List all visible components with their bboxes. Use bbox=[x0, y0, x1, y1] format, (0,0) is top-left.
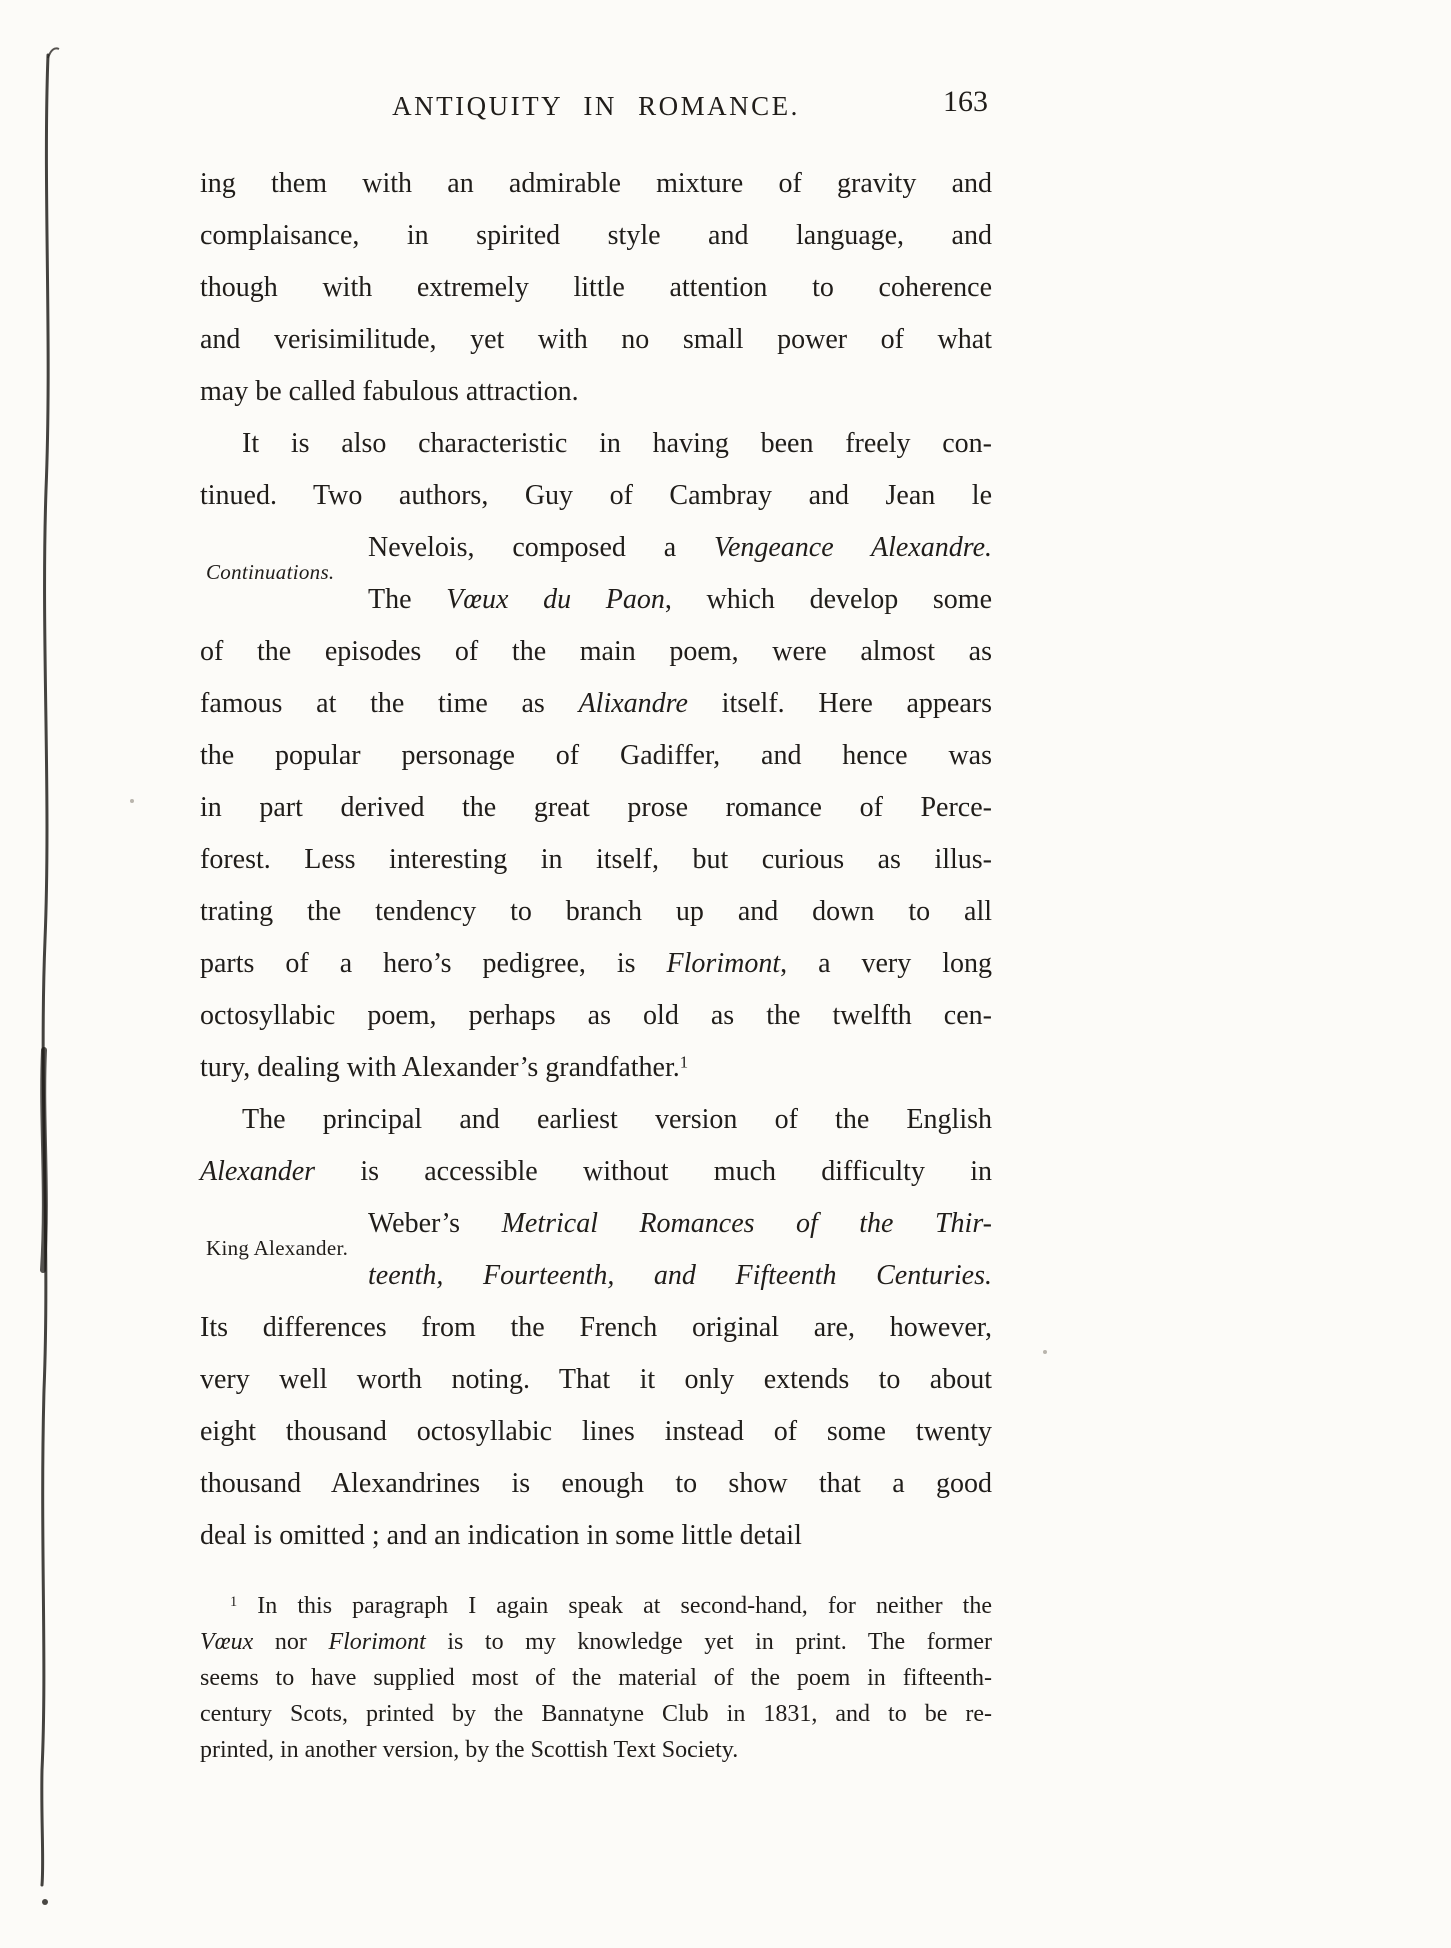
italic-text-segment: Alexander bbox=[200, 1156, 316, 1187]
page-number: 163 bbox=[943, 85, 988, 118]
text-segment: , a very long bbox=[780, 948, 993, 979]
text-segment: tinued. Two authors, Guy of Cambray and Jean le bbox=[200, 480, 992, 511]
text-segment: of the episodes of the main poem, were almost as bbox=[200, 636, 992, 667]
text-segment: very well worth noting. That it only extends to about bbox=[200, 1364, 992, 1395]
text-segment: parts of a hero’s pedigree, is bbox=[200, 948, 667, 979]
text-line bbox=[200, 1302, 992, 1354]
text-segment: famous at the time as bbox=[200, 688, 579, 719]
footnote-reference: 1 bbox=[679, 1052, 689, 1072]
text-line bbox=[200, 1042, 992, 1094]
text-segment: ing them with an admirable mixture of gravity and bbox=[200, 168, 992, 199]
text-line bbox=[200, 1510, 992, 1562]
text-line bbox=[200, 1146, 992, 1198]
text-line bbox=[368, 1250, 992, 1302]
text-segment: trating the tendency to branch up and down to all bbox=[200, 896, 992, 927]
scan-speck bbox=[130, 799, 134, 803]
text-segment: is accessible without much difficulty in bbox=[315, 1156, 992, 1187]
footnote bbox=[200, 1588, 992, 1768]
text-segment: octosyllabic poem, perhaps as old as the twelfth cen- bbox=[200, 1000, 992, 1031]
text-line bbox=[200, 1732, 992, 1768]
sidenote-lines bbox=[368, 1198, 992, 1302]
text-line bbox=[200, 1624, 992, 1660]
text-line bbox=[200, 1406, 992, 1458]
text-segment: complaisance, in spirited style and language, and bbox=[200, 220, 992, 251]
text-line bbox=[200, 938, 992, 990]
text-segment: and verisimilitude, yet with no small power of what bbox=[200, 324, 992, 355]
text-line bbox=[200, 1588, 992, 1624]
text-segment: deal is omitted ; and an indication in some little detail bbox=[200, 1520, 802, 1551]
text-segment: tury, dealing with Alexander’s grandfather. bbox=[200, 1052, 680, 1083]
text-line bbox=[200, 834, 992, 886]
text-segment: forest. Less interesting in itself, but curious as illus- bbox=[200, 844, 992, 875]
text-segment: seems to have supplied most of the material of the poem in fifteenth- bbox=[200, 1665, 992, 1691]
text-line bbox=[200, 470, 992, 522]
text-segment: though with extremely little attention to coherence bbox=[200, 272, 992, 303]
text-segment: , which develop some bbox=[664, 584, 993, 615]
text-segment: In this paragraph I again speak at second-hand, for neither the bbox=[237, 1593, 992, 1619]
text-segment: century Scots, printed by the Bannatyne Club in 1831, and to be re- bbox=[200, 1701, 992, 1727]
text-segment: may be called fabulous attraction. bbox=[200, 376, 579, 407]
text-segment: printed, in another version, by the Scottish Text Society. bbox=[200, 1737, 739, 1763]
text-segment: eight thousand octosyllabic lines instead of some twenty bbox=[200, 1416, 992, 1447]
text-segment: thousand Alexandrines is enough to show that a good bbox=[200, 1468, 992, 1499]
text-line bbox=[200, 262, 992, 314]
footnote-reference: 1 bbox=[230, 1593, 238, 1610]
text-line bbox=[200, 314, 992, 366]
sidenote-continuations: Continuations. bbox=[206, 560, 335, 584]
text-segment: The principal and earliest version of the English bbox=[242, 1104, 992, 1135]
italic-text-segment: Metrical Romances of the Thir- bbox=[501, 1208, 992, 1239]
text-line bbox=[200, 1660, 992, 1696]
text-segment: the popular personage of Gadiffer, and hence was bbox=[200, 740, 992, 771]
text-segment: The bbox=[368, 584, 447, 615]
italic-text-segment: teenth, Fourteenth, and Fifteenth Centuries. bbox=[368, 1260, 992, 1291]
scan-speck bbox=[1043, 1350, 1047, 1354]
text-line bbox=[200, 990, 992, 1042]
italic-text-segment: Florimont bbox=[328, 1629, 426, 1655]
text-line bbox=[200, 1696, 992, 1732]
text-line bbox=[200, 418, 992, 470]
italic-text-segment: Florimont bbox=[666, 948, 781, 979]
italic-text-segment: Vœux du Paon bbox=[446, 584, 665, 615]
text-line bbox=[200, 158, 992, 210]
binding-crease bbox=[28, 40, 78, 1910]
body-text bbox=[200, 158, 992, 1562]
text-segment: in part derived the great prose romance of Perce- bbox=[200, 792, 992, 823]
text-line bbox=[200, 210, 992, 262]
text-segment: nor bbox=[253, 1629, 329, 1655]
text-segment: Weber’s bbox=[368, 1208, 502, 1239]
sidenote-group bbox=[200, 522, 992, 626]
text-line bbox=[200, 782, 992, 834]
italic-text-segment: Alixandre bbox=[578, 688, 688, 719]
page-header bbox=[200, 85, 992, 130]
text-segment: It is also characteristic in having been freely con- bbox=[242, 428, 992, 459]
text-line bbox=[200, 626, 992, 678]
sidenote-group bbox=[200, 1198, 992, 1302]
text-line bbox=[200, 1094, 992, 1146]
text-line bbox=[200, 678, 992, 730]
text-line bbox=[200, 730, 992, 782]
italic-text-segment: Vengeance Alexandre. bbox=[713, 532, 992, 563]
text-line bbox=[200, 1458, 992, 1510]
text-segment: is to my knowledge yet in print. The former bbox=[425, 1629, 992, 1655]
italic-text-segment: Vœux bbox=[200, 1629, 254, 1655]
text-line bbox=[200, 886, 992, 938]
text-line bbox=[200, 366, 992, 418]
text-line bbox=[368, 574, 992, 626]
running-title: ANTIQUITY IN ROMANCE. bbox=[392, 91, 800, 121]
text-segment: itself. Here appears bbox=[687, 688, 993, 719]
text-line bbox=[368, 1198, 992, 1250]
sidenote-lines bbox=[368, 522, 992, 626]
text-segment: Nevelois, composed a bbox=[368, 532, 714, 563]
text-segment: Its differences from the French original are, however, bbox=[200, 1312, 992, 1343]
text-line bbox=[368, 522, 992, 574]
sidenote-king-alexander: King Alexander. bbox=[206, 1236, 349, 1260]
text-line bbox=[200, 1354, 992, 1406]
